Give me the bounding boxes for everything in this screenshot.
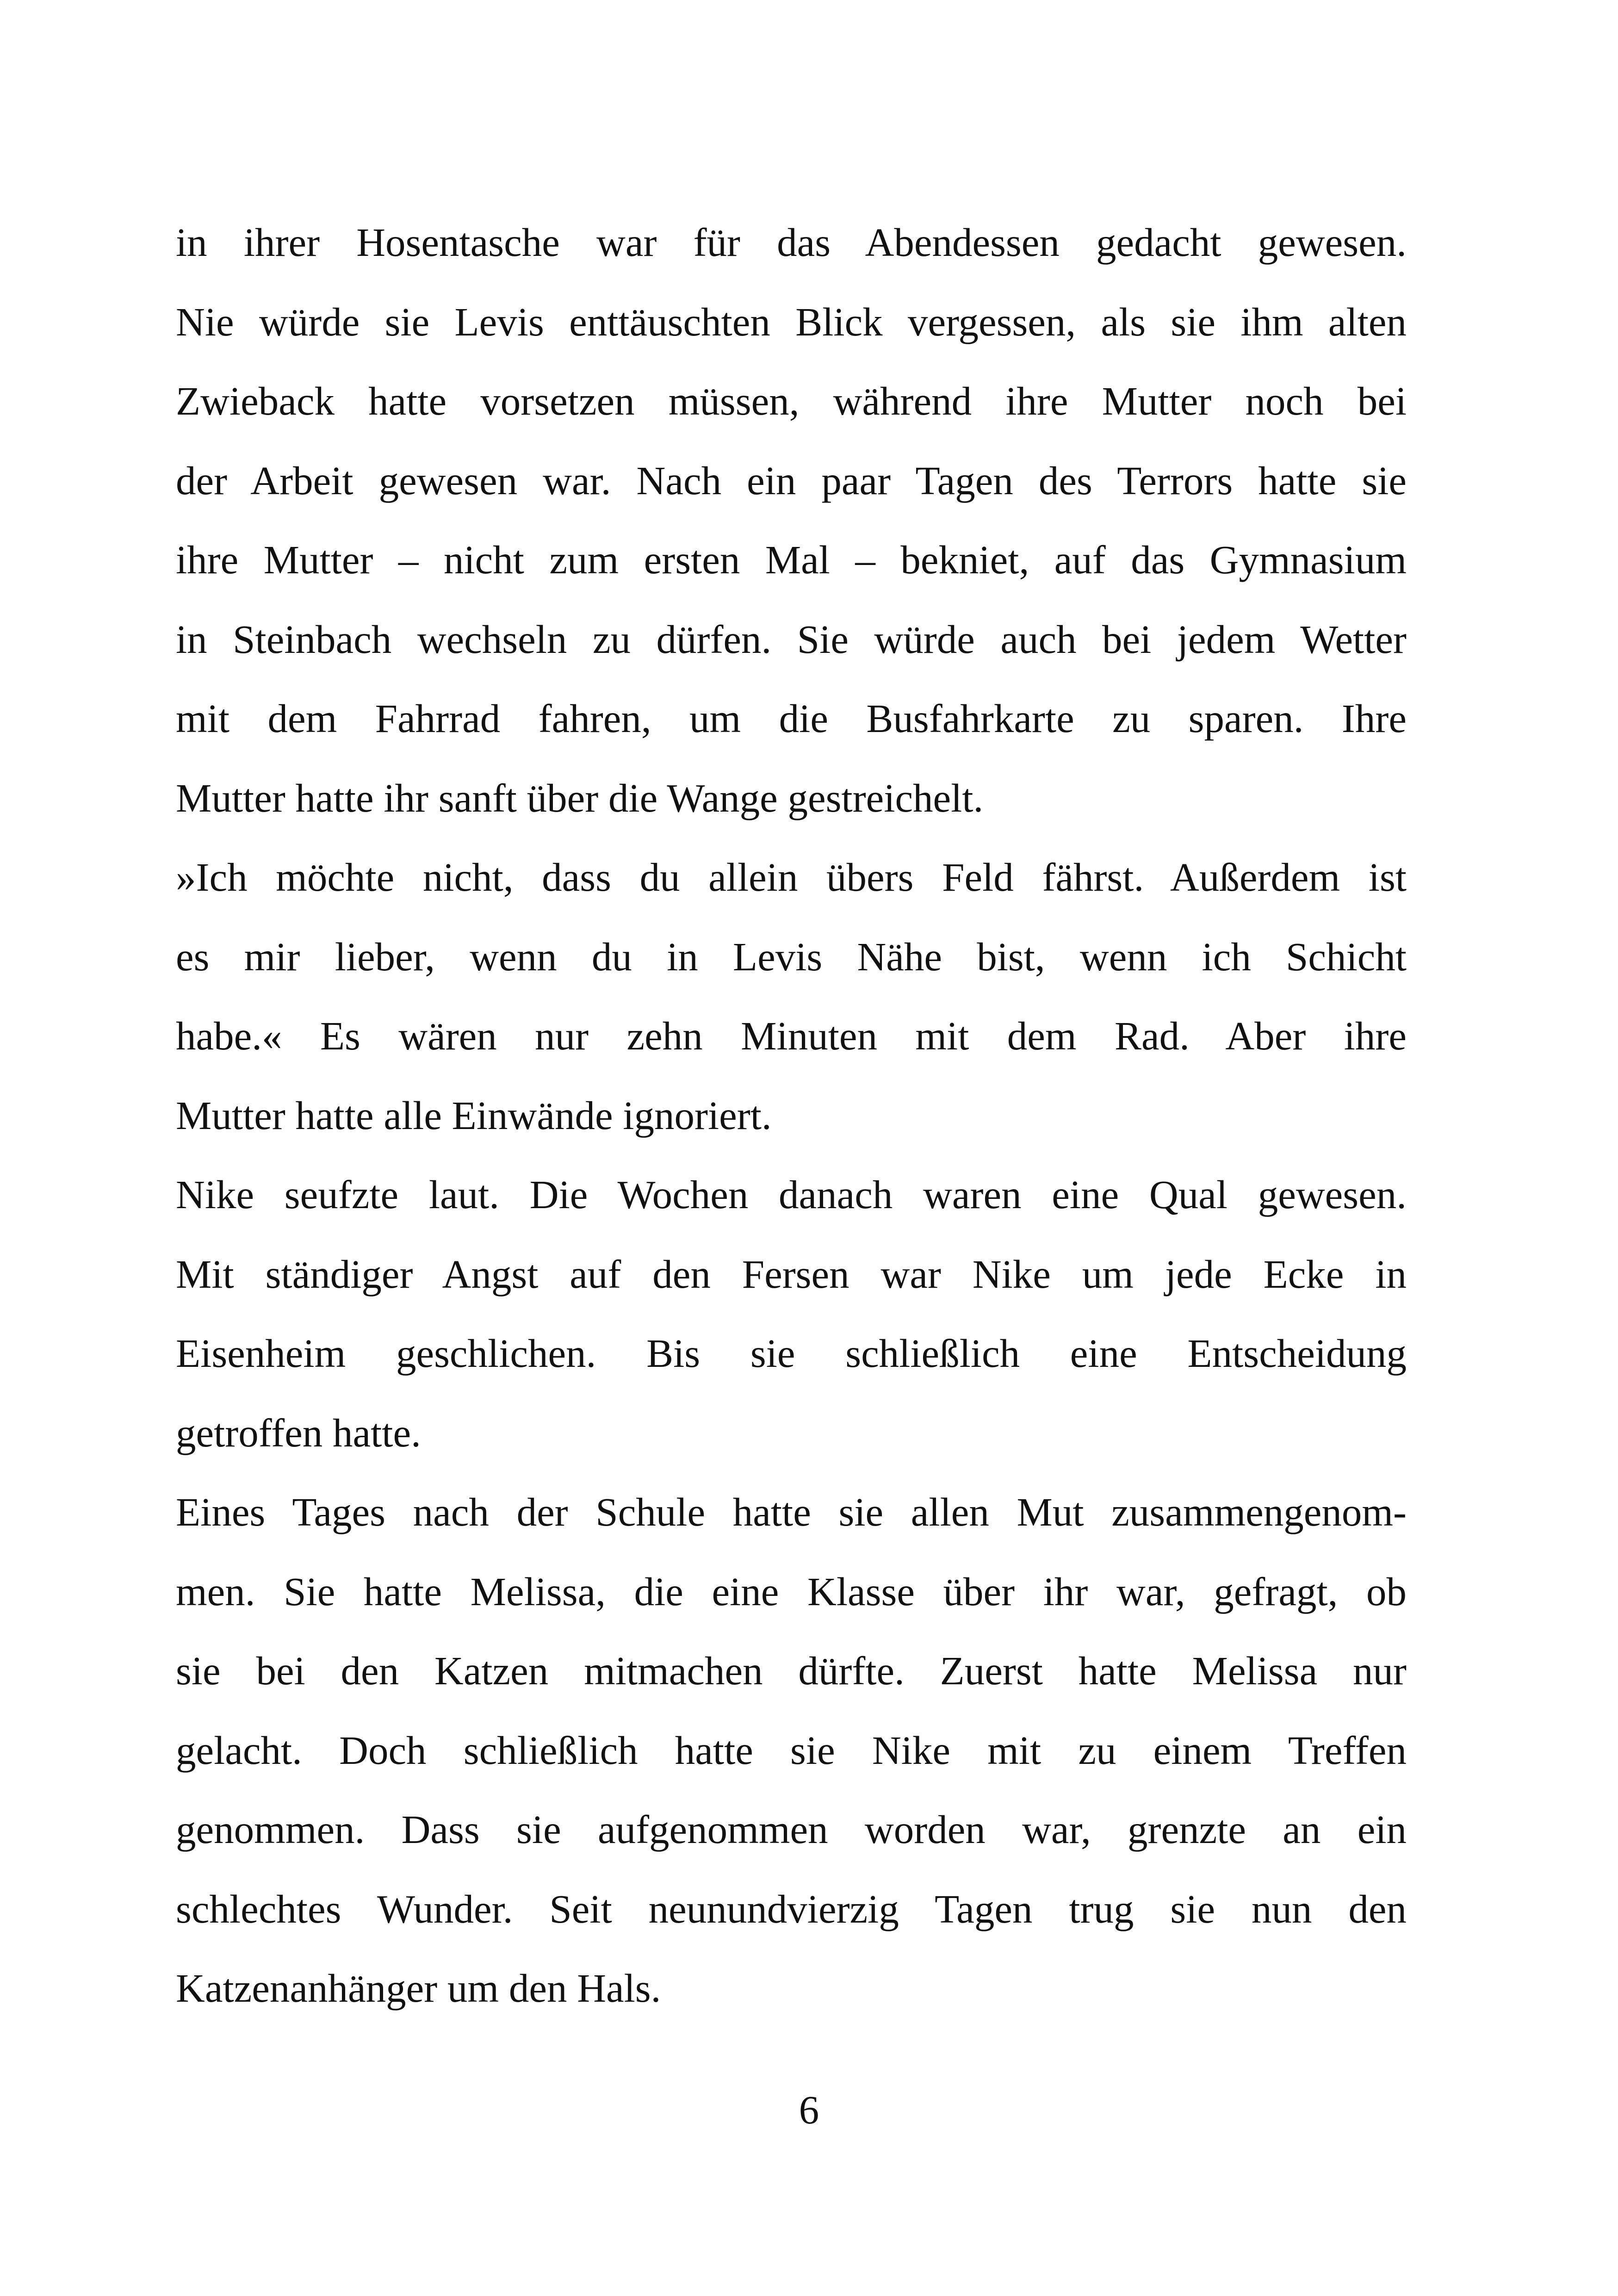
text-line: Eisenheim geschlichen. Bis sie schließlich eine Entscheidung — [176, 1331, 1407, 1376]
text-line: Eines Tages nach der Schule hatte sie allen Mut zusammengenom- — [176, 1489, 1407, 1534]
text-line: schlechtes Wunder. Seit neunundvierzig Tagen trug sie nun den — [176, 1886, 1407, 1931]
text-line: habe.« Es wären nur zehn Minuten mit dem Rad. Aber ihre — [176, 1013, 1407, 1058]
text-line: Mutter hatte alle Einwände ignoriert. — [176, 1092, 772, 1138]
text-line: in Steinbach wechseln zu dürfen. Sie würde auch bei jedem Wetter — [176, 616, 1407, 662]
body-text — [176, 203, 1407, 2028]
text-line: Katzenanhänger um den Hals. — [176, 1966, 661, 2011]
text-line: men. Sie hatte Melissa, die eine Klasse über ihr war, gefragt, ob — [176, 1569, 1407, 1614]
text-line: genommen. Dass sie aufgenommen worden war, grenzte an ein — [176, 1807, 1407, 1852]
text-line: sie bei den Katzen mitmachen dürfte. Zuerst hatte Melissa nur — [176, 1648, 1407, 1693]
text-line: es mir lieber, wenn du in Levis Nähe bist, wenn ich Schicht — [176, 934, 1407, 979]
text-line: in ihrer Hosentasche war für das Abendessen gedacht gewesen. — [176, 220, 1407, 265]
text-line: gelacht. Doch schließlich hatte sie Nike mit zu einem Treffen — [176, 1727, 1407, 1773]
text-line: »Ich möchte nicht, dass du allein übers Feld fährst. Außerdem ist — [176, 855, 1407, 900]
text-line: mit dem Fahrrad fahren, um die Busfahrkarte zu sparen. Ihre — [176, 696, 1407, 741]
text-line: Nike seufzte laut. Die Wochen danach waren eine Qual gewesen. — [176, 1172, 1407, 1217]
text-line: ihre Mutter – nicht zum ersten Mal – bekniet, auf das Gymnasium — [176, 537, 1407, 582]
text-line: Mutter hatte ihr sanft über die Wange gestreichelt. — [176, 775, 984, 820]
text-line: Zwieback hatte vorsetzen müssen, während ihre Mutter noch bei — [176, 379, 1407, 423]
text-line: der Arbeit gewesen war. Nach ein paar Tagen des Terrors hatte sie — [176, 458, 1407, 503]
text-line: Mit ständiger Angst auf den Fersen war Nike um jede Ecke in — [176, 1251, 1407, 1297]
page-number: 6 — [799, 2087, 819, 2132]
text-line: getroffen hatte. — [176, 1410, 421, 1455]
text-line: Nie würde sie Levis enttäuschten Blick vergessen, als sie ihm alten — [176, 299, 1407, 344]
